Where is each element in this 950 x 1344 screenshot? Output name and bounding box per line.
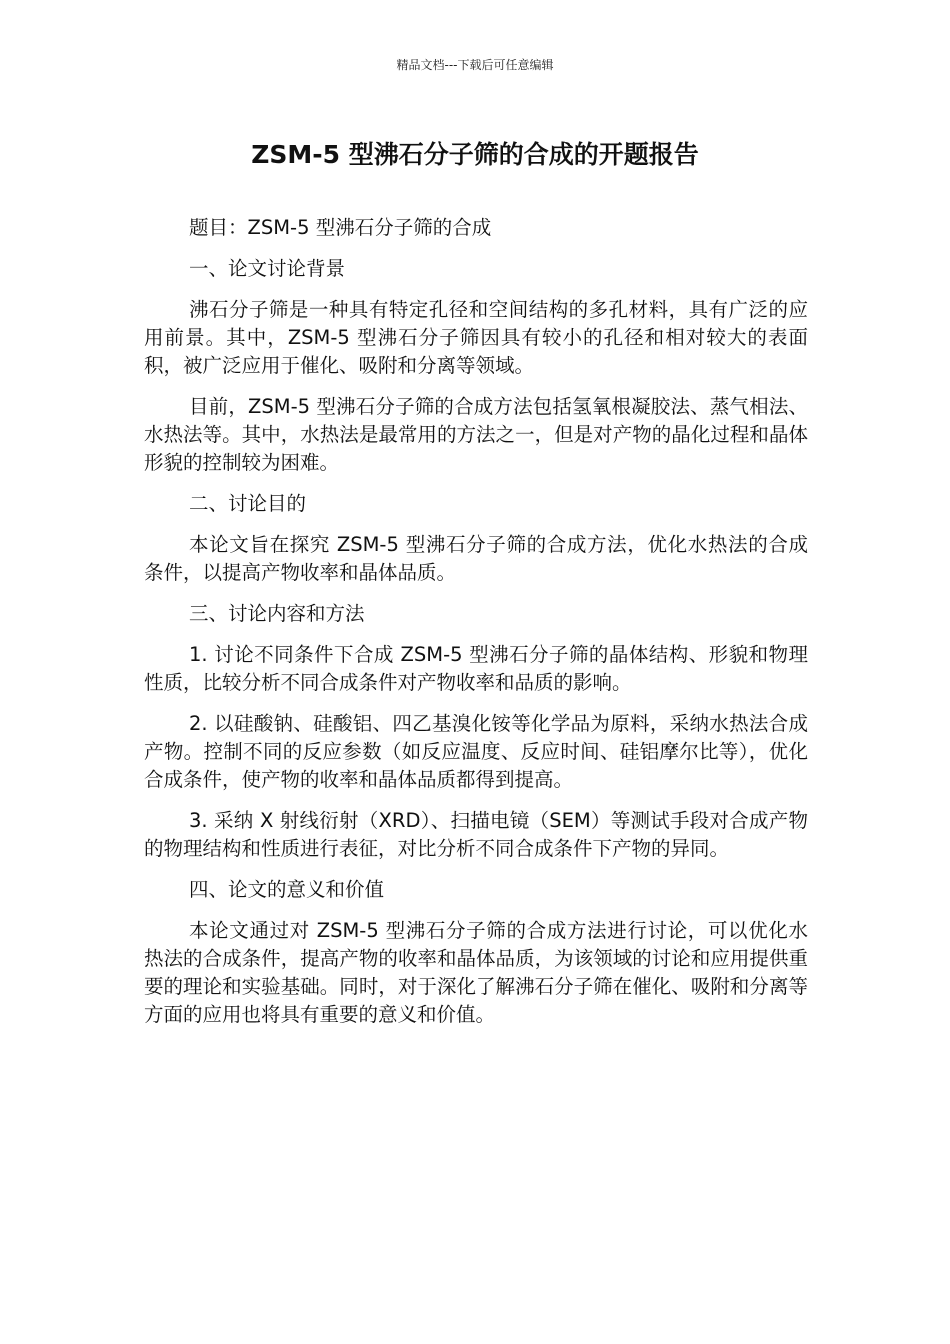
section-heading-background: 一、论文讨论背景 [189,257,346,280]
page-header-note: 精品文档---下载后可任意编辑 [396,58,554,72]
section-heading-purpose: 二、讨论目的 [189,492,307,515]
method-item-1: 1. 讨论不同条件下合成 ZSM-5 型沸石分子筛的晶体结构、形貌和物理性质，比较分析不同合成条件对产物收率和品质的影响。 [144,643,808,694]
significance-paragraph: 本论文通过对 ZSM-5 型沸石分子筛的合成方法进行讨论，可以优化水热法的合成条件，提高产物的收率和晶体品质，为该领域的讨论和应用提供重要的理论和实验基础。同时，对于深化了解沸石分子筛在催化、吸附和分离等方面的应用也将具有重要的意义和价值。 [144,919,808,1026]
document-title: ZSM-5 型沸石分子筛的合成的开题报告 [251,140,699,169]
method-item-3: 3. 采纳 X 射线衍射（XRD）、扫描电镜（SEM）等测试手段对合成产物的物理结构和性质进行表征，对比分析不同合成条件下产物的异同。 [144,809,808,860]
background-paragraph-1: 沸石分子筛是一种具有特定孔径和空间结构的多孔材料，具有广泛的应用前景。其中，ZSM-5 型沸石分子筛因具有较小的孔径和相对较大的表面积，被广泛应用于催化、吸附和分离等领域。 [144,298,808,377]
purpose-paragraph: 本论文旨在探究 ZSM-5 型沸石分子筛的合成方法，优化水热法的合成条件，以提高产物收率和晶体品质。 [144,533,808,584]
document-body [144,214,808,1042]
section-heading-significance: 四、论文的意义和价值 [189,878,385,901]
topic-line: 题目：ZSM-5 型沸石分子筛的合成 [189,216,492,239]
method-item-2: 2. 以硅酸钠、硅酸铝、四乙基溴化铵等化学品为原料，采纳水热法合成产物。控制不同的反应参数（如反应温度、反应时间、硅铝摩尔比等），优化合成条件，使产物的收率和晶体品质都得到提高。 [144,712,808,791]
background-paragraph-2: 目前，ZSM-5 型沸石分子筛的合成方法包括氢氧根凝胶法、蒸气相法、水热法等。其中，水热法是最常用的方法之一，但是对产物的晶化过程和晶体形貌的控制较为困难。 [144,395,808,474]
section-heading-content-methods: 三、讨论内容和方法 [189,602,365,625]
